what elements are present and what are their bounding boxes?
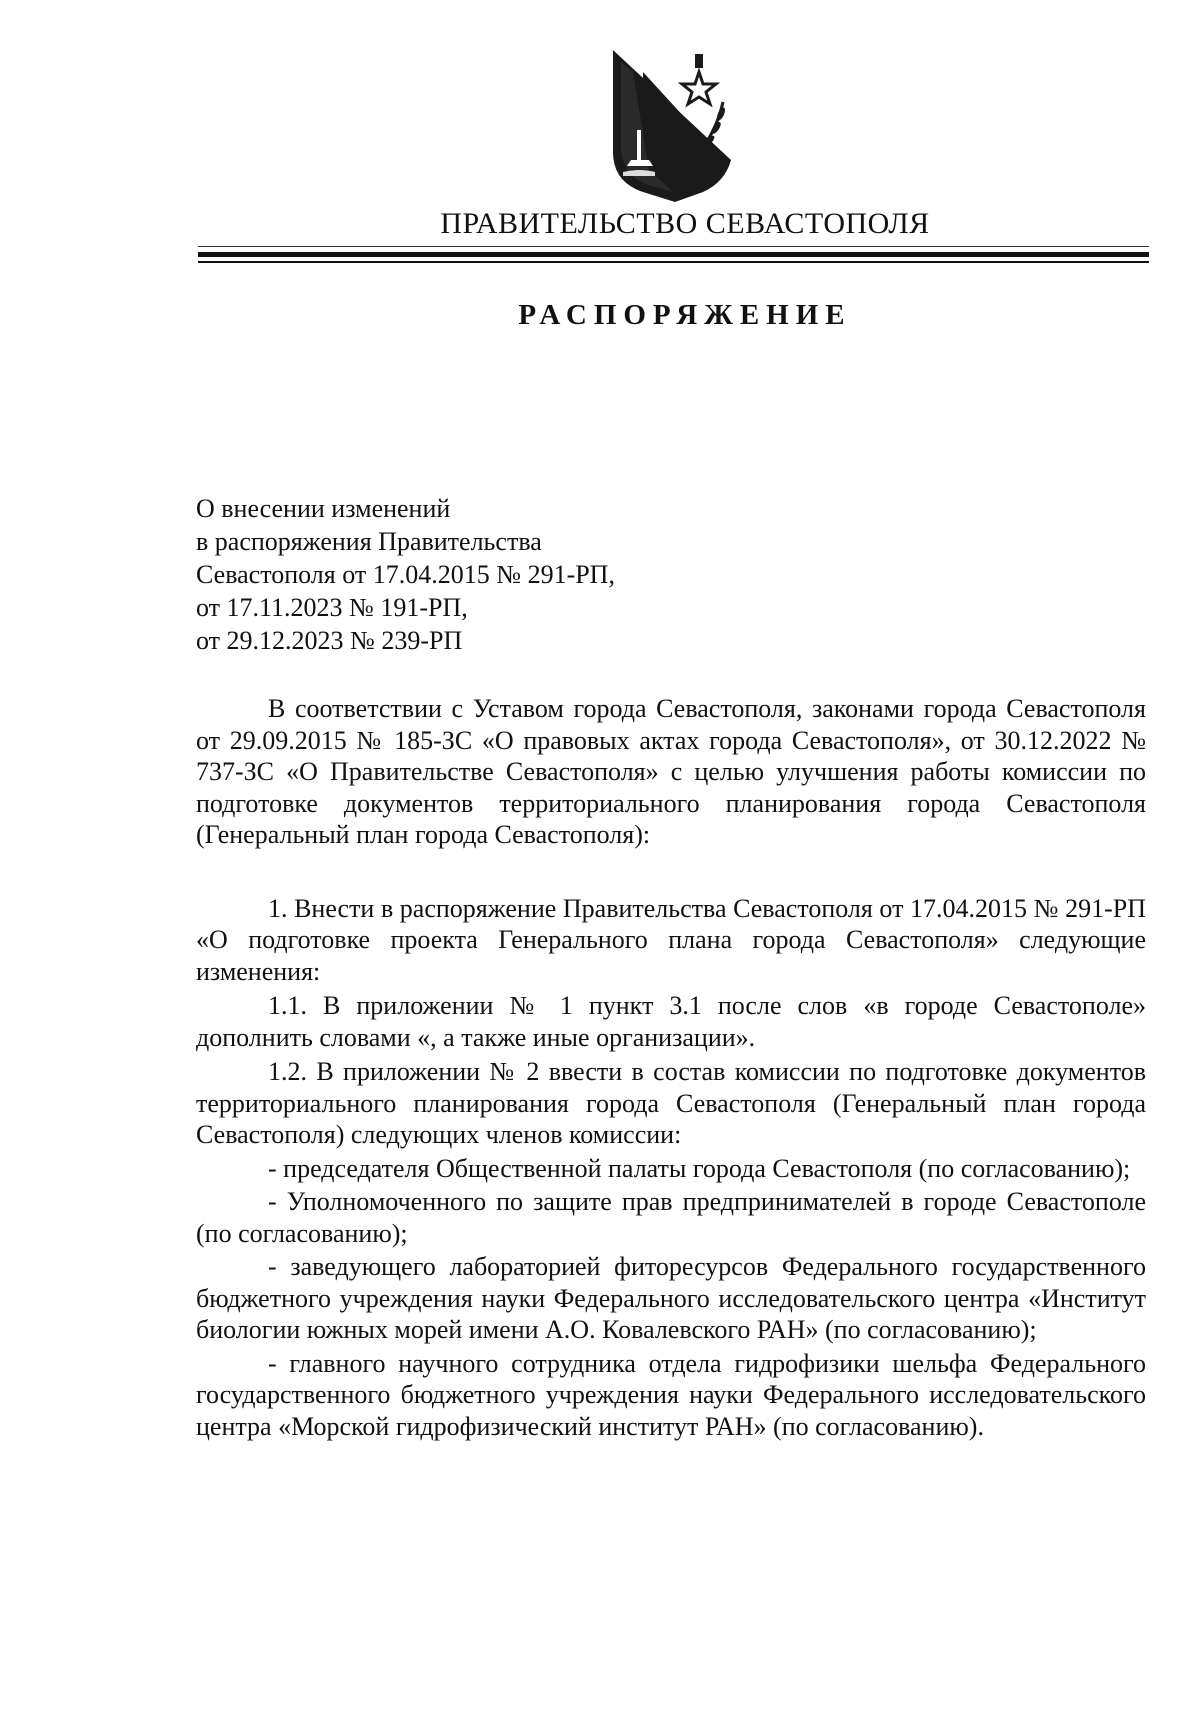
item-1-2-paragraph: 1.2. В приложении № 2 ввести в состав комиссии по подготовке документов территориального планирования города Севастополя (Генеральный план города Севастополя) следующих членов комиссии:: [196, 1057, 1146, 1149]
header-rule-top: [198, 246, 1149, 247]
header-rule-thick: [198, 252, 1149, 257]
subject-line: в распоряжения Правительства: [196, 527, 542, 556]
commission-member-item: - Уполномоченного по защите прав предпринимателей в городе Севастополе (по согласованию);: [196, 1187, 1146, 1248]
subject-line: О внесении изменений: [196, 494, 451, 523]
subject-line: Севастополя от 17.04.2015 № 291-РП,: [196, 560, 615, 589]
commission-member-item: - председателя Общественной палаты города Севастополя (по согласованию);: [268, 1153, 1131, 1183]
commission-member-item: - заведующего лабораторией фиторесурсов Федерального государственного бюджетного учреждения науки Федерального исследовательского центра «Институт биологии южных морей имени А.О. Ковалевского РАН» (по согласованию);: [196, 1252, 1146, 1344]
preamble-paragraph: В соответствии с Уставом города Севастополя, законами города Севастополя от 29.09.2015 № 185-ЗС «О правовых актах города Севастополя», от 30.12.2022 № 737-ЗС «О Правительстве Севастополя» с целью улучшения работы комиссии по подготовке документов территориального планирования города Севастополя (Генеральный план города Севастополя):: [196, 694, 1146, 849]
item-1-1-paragraph: 1.1. В приложении № 1 пункт 3.1 после слов «в городе Севастополе» дополнить словами «, а также иные организации».: [196, 991, 1146, 1052]
document-type-heading: РАСПОРЯЖЕНИЕ: [518, 299, 852, 331]
subject-line: от 29.12.2023 № 239-РП: [196, 626, 463, 655]
header-rule-thin: [198, 261, 1149, 263]
document-subject: [196, 492, 615, 657]
document-body: [196, 693, 1146, 1442]
item-1-paragraph: 1. Внести в распоряжение Правительства Севастополя от 17.04.2015 № 291-РП «О подготовке проекта Генерального плана города Севастополя» следующие изменения:: [196, 893, 1146, 986]
commission-member-item: - главного научного сотрудника отдела гидрофизики шельфа Федерального государственного бюджетного учреждения науки Федерального исследовательского центра «Морской гидрофизический институт РАН» (по согласованию).: [196, 1348, 1146, 1441]
subject-line: от 17.11.2023 № 191-РП,: [196, 593, 468, 622]
government-title: ПРАВИТЕЛЬСТВО СЕВАСТОПОЛЯ: [440, 207, 930, 240]
sevastopol-coat-of-arms-icon: [603, 42, 738, 202]
